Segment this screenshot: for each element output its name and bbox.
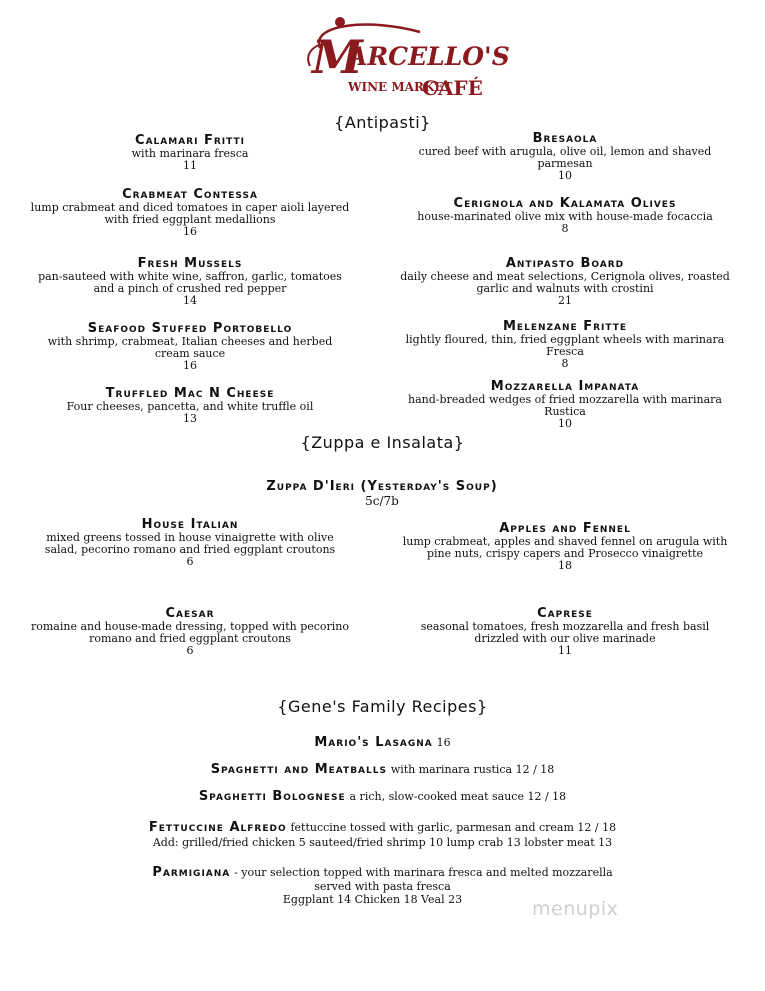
logo-wine-market: WINE MARKET [348,80,453,94]
alfredo-add-ons: Add: grilled/fried chicken 5 sauteed/fried shrimp 10 lump crab 13 lobster meat 13 [152,836,613,849]
menu-item [400,606,730,657]
item-price: 14 [183,294,197,307]
item-price: 16 [183,359,197,372]
logo-letter-m: M [312,30,363,84]
item-price: 11 [558,644,572,657]
item-desc: romaine and house-made dressing, topped with pecorino romano and fried eggplant croutons [30,620,350,645]
item-desc: fettuccine tossed with garlic, parmesan and cream 12 / 18 [290,821,617,834]
section-title-family: {Gene's Family Recipes} [277,697,488,716]
item-name: Cerignola and Kalamata Olives [453,196,677,211]
item-price: 11 [183,159,197,172]
item-desc: lump crabmeat and diced tomatoes in caper aioli layered with fried eggplant medallions [30,201,350,226]
item-desc: hand-breaded wedges of fried mozzarella with marinara Rustica [408,393,722,418]
item-price: 6 [186,644,194,657]
item-desc: - your selection topped with marinara fresca and melted mozzarella [234,866,613,879]
menu-item [30,187,350,238]
family-item [0,789,765,804]
item-desc: house-marinated olive mix with house-made focaccia [417,210,713,223]
item-price: 13 [183,412,197,425]
item-price: 6 [186,555,194,568]
menu-item [30,606,350,657]
item-price: 8 [561,357,569,370]
menu-item [30,133,350,172]
menu-item [400,319,730,370]
item-desc: daily cheese and meat selections, Cerignola olives, roasted garlic and walnuts with crostini [400,270,730,295]
item-name: Mozzarella Impanata [490,379,640,394]
menu-item [400,256,730,307]
menupix-watermark: menupix [532,898,619,920]
family-item [0,735,765,750]
item-desc: with shrimp, crabmeat, Italian cheeses and herbed cream sauce [47,335,333,360]
item-desc: lightly floured, thin, fried eggplant wheels with marinara Fresca [405,333,725,358]
parmigiana-sub-1: served with pasta fresca [314,880,451,893]
section-title-zuppa: {Zuppa e Insalata} [300,433,465,452]
item-price: 10 [558,417,572,430]
item-desc: lump crabmeat, apples and shaved fennel on arugula with pine nuts, crispy capers and Prosecco vinaigrette [402,535,728,560]
item-name: Apples and Fennel [499,521,631,536]
item-price: 10 [558,169,572,182]
restaurant-logo [300,14,510,106]
item-desc: with marinara rustica 12 / 18 [390,763,555,776]
item-price: 21 [558,294,572,307]
menu-item [400,131,730,182]
item-desc: seasonal tomatoes, fresh mozzarella and fresh basil drizzled with our olive marinade [420,620,710,645]
item-desc: pan-sauteed with white wine, saffron, garlic, tomatoes and a pinch of crushed red pepper [38,270,342,295]
menu-item [400,521,730,572]
menu-item [30,517,350,568]
menu-item [30,256,350,307]
item-name: Caprese [537,606,593,621]
item-name: Melenzane Fritte [503,319,627,334]
item-name: Seafood Stuffed Portobello [87,321,293,336]
item-price: 16 [183,225,197,238]
item-desc: cured beef with arugula, olive oil, lemon and shaved parmesan [418,145,712,170]
logo-marcellos: ARCELLO'S [348,42,510,71]
item-name: Crabmeat Contessa [122,187,258,202]
item-name: Antipasto Board [505,256,625,271]
item-name: Fresh Mussels [137,256,243,271]
item-name: Bresaola [532,131,598,146]
item-name: Caesar [165,606,215,621]
item-price: 5c/7b [365,494,399,508]
section-title-antipasti: {Antipasti} [334,113,431,132]
item-name: Fettuccine Alfredo [148,820,287,835]
item-price: 8 [561,222,569,235]
menu-item [400,196,730,235]
item-name: Spaghetti Bolognese [198,789,346,804]
menu-item-zuppa [182,479,582,509]
item-price: 18 [558,559,572,572]
item-name: Truffled Mac N Cheese [105,386,275,401]
item-name: Zuppa D'Ieri (Yesterday's Soup) [266,479,498,494]
item-desc: Four cheeses, pancetta, and white truffle oil [66,400,314,413]
item-name: Mario's Lasagna [314,735,433,750]
item-name: Spaghetti and Meatballs [210,762,387,777]
menu-item [30,386,350,425]
item-name: Parmigiana [152,865,231,880]
item-desc: a rich, slow-cooked meat sauce 12 / 18 [349,790,567,803]
family-item [0,820,765,835]
item-desc: mixed greens tossed in house vinaigrette with olive salad, pecorino romano and fried eggplant croutons [44,531,336,556]
item-name: Calamari Fritti [135,133,245,148]
item-name: House Italian [141,517,239,532]
parmigiana-options: Eggplant 14 Chicken 18 Veal 23 [282,893,463,906]
item-desc: with marinara fresca [131,147,249,160]
menu-item [400,379,730,430]
family-item [0,865,765,880]
logo-cafe: CAFÉ [422,76,483,100]
family-item [0,762,765,777]
menu-item [30,321,350,372]
item-desc: 16 [436,736,451,749]
